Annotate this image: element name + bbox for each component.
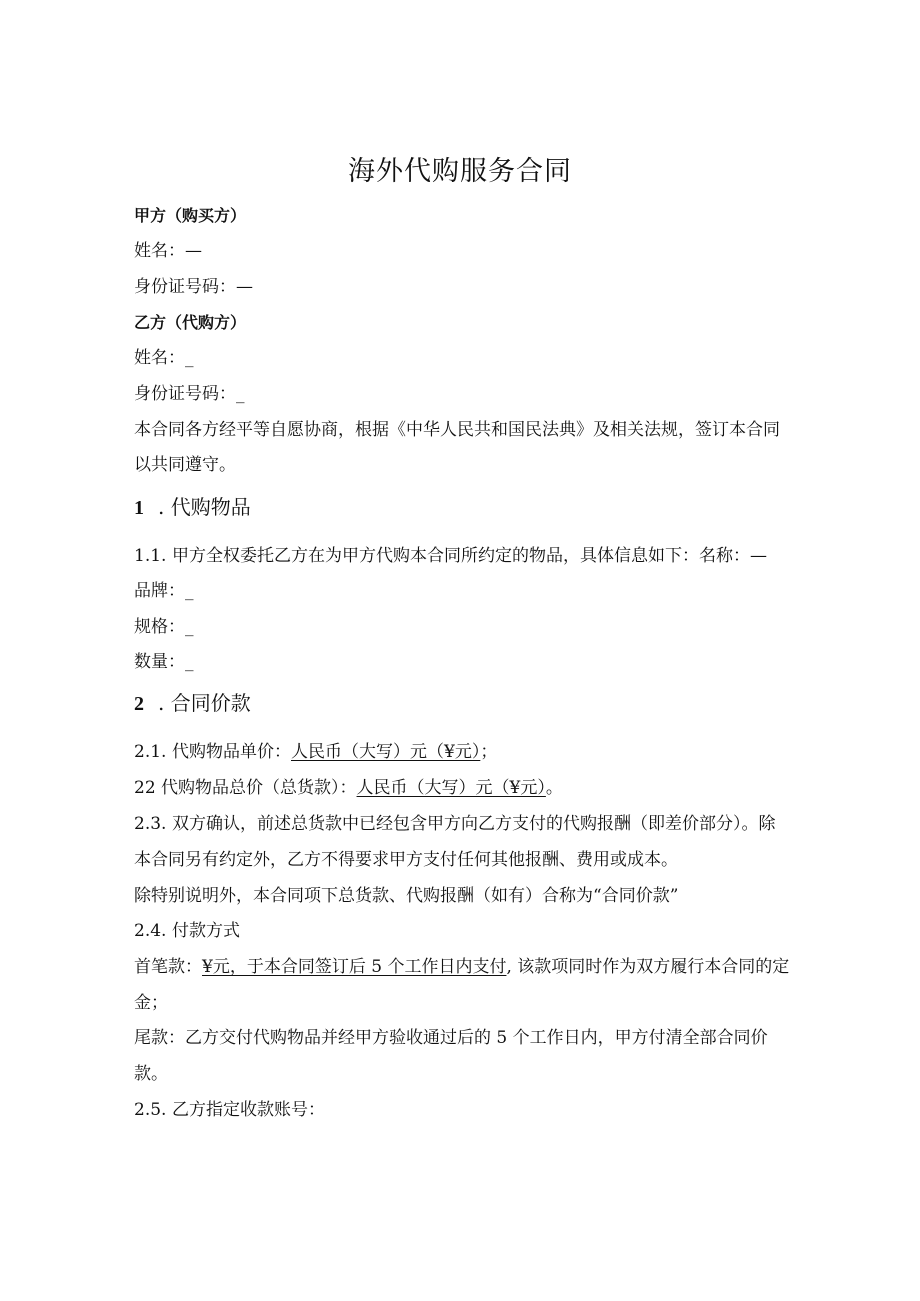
section-2-number: 2: [134, 693, 144, 715]
party-b-id-number: 身份证号码：_: [134, 384, 245, 404]
first-payment-line-2: 金；: [134, 993, 168, 1013]
party-b-name: 姓名：_: [134, 348, 194, 368]
clause-2-4-text: 付款方式: [172, 921, 240, 941]
preamble-line-2: 以共同遵守。: [134, 455, 236, 475]
clause-2-3-line-3: 除特别说明外，本合同项下总货款、代购报酬（如有）合称为“合同价款”: [134, 886, 679, 906]
total-price-field: 人民币（大写）元（¥元）: [356, 778, 546, 798]
final-payment-line-1: 尾款：乙方交付代购物品并经甲方验收通过后的 5 个工作日内，甲方付清全部合同价: [134, 1028, 768, 1048]
clause-2-1-label: 2.1.: [134, 742, 167, 762]
party-a-id-number: 身份证号码：—: [134, 277, 253, 297]
section-1-heading: [134, 493, 251, 522]
clause-2-4: [134, 919, 240, 943]
clause-2-3-label: 2.3.: [134, 814, 167, 834]
unit-price-field: 人民币（大写）元（¥元）: [291, 742, 481, 762]
first-payment: [134, 955, 789, 979]
clause-2-1: [134, 740, 497, 764]
first-payment-suffix: , 该款项同时作为双方履行本合同的定: [506, 957, 790, 977]
item-spec: 规格：_: [134, 617, 194, 637]
party-a-name: 姓名：—: [134, 241, 202, 261]
clause-2-1-suffix: ；: [480, 742, 498, 762]
clause-2-4-label: 2.4.: [134, 921, 167, 941]
party-b-heading: 乙方（代购方）: [134, 313, 247, 332]
section-2-heading: [134, 689, 251, 718]
clause-2-2: [134, 776, 563, 800]
preamble-line-1: 本合同各方经平等自愿协商，根据《中华人民共和国民法典》及相关法规，签订本合同: [134, 420, 780, 440]
section-1-title: . 代购物品: [158, 495, 251, 519]
final-payment-line-2: 款。: [134, 1064, 168, 1084]
clause-2-3: [134, 812, 776, 836]
clause-2-3-line-2: 本合同另有约定外，乙方不得要求甲方支付任何其他报酬、费用或成本。: [134, 850, 678, 870]
clause-2-2-prefix: 22 代购物品总价（总货款）：: [134, 778, 357, 798]
section-2-title: . 合同价款: [158, 691, 251, 715]
first-payment-prefix: 首笔款：: [134, 957, 202, 977]
clause-2-1-prefix: 代购物品单价：: [172, 742, 291, 762]
item-quantity: 数量：_: [134, 652, 194, 672]
item-brand: 品牌：_: [134, 581, 194, 601]
clause-1-1-label: 1.1.: [134, 546, 167, 566]
clause-2-3-line-1: 双方确认，前述总货款中已经包含甲方向乙方支付的代购报酬（即差价部分）。除: [172, 814, 776, 834]
clause-2-5-text: 乙方指定收款账号：: [172, 1100, 325, 1120]
section-1-number: 1: [134, 497, 144, 519]
clause-2-2-suffix: 。: [545, 778, 563, 798]
party-a-heading: 甲方（购买方）: [134, 206, 247, 225]
first-payment-field: ¥元，于本合同签订后 5 个工作日内支付: [202, 957, 507, 977]
clause-1-1: [134, 544, 767, 568]
page-title: 海外代购服务合同: [348, 156, 572, 187]
clause-1-1-text: 甲方全权委托乙方在为甲方代购本合同所约定的物品，具体信息如下：名称：—: [172, 546, 767, 566]
clause-2-5: [134, 1098, 325, 1122]
clause-2-5-label: 2.5.: [134, 1100, 167, 1120]
